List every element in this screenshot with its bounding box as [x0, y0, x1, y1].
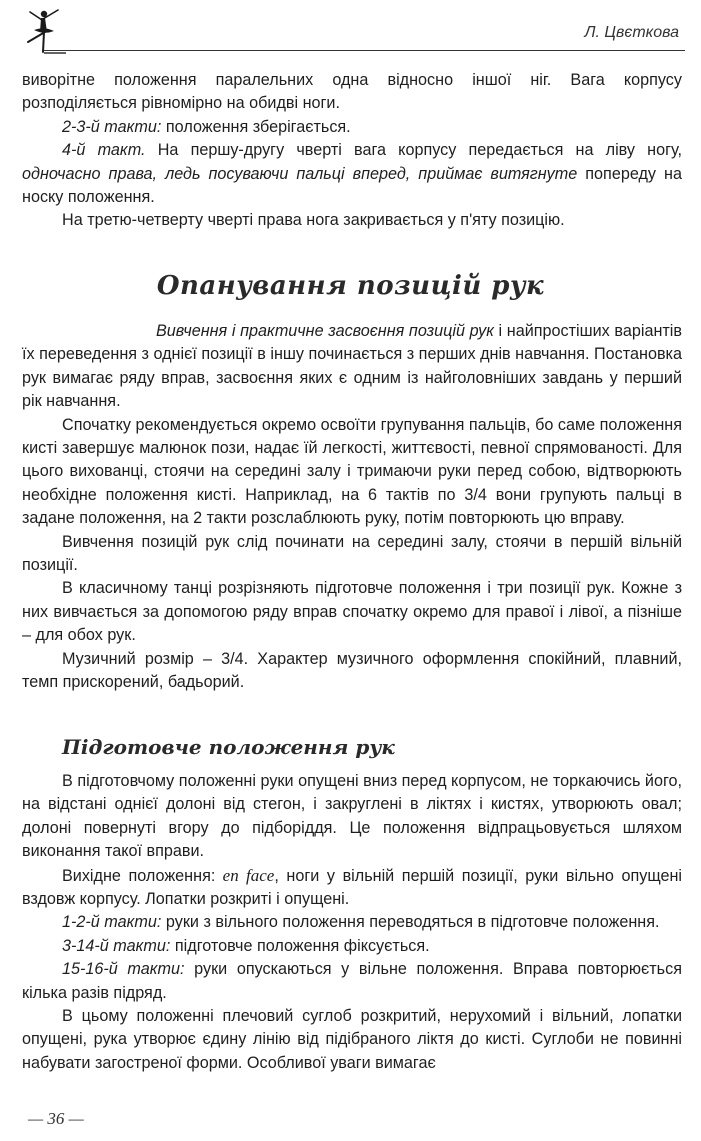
paragraph: В підготовчому положенні руки опущені вниз перед корпусом, не торкаючись його, на відстані однієї долоні від стегон, і закруглені в ліктях і кистях, утворюють овал; долоні повернуті вгору до підборіддя. Це положення відпрацьовується шляхом виконання такої вправи.	[22, 772, 682, 861]
paragraph-text: На першу-другу чверті вага корпусу передається на ліву ногу,	[145, 141, 683, 160]
foreign-term: en face	[215, 865, 275, 885]
paragraph	[22, 864, 682, 912]
paragraph-text: Вихідне положення:	[62, 866, 216, 885]
header-rule	[44, 50, 685, 51]
bar-label: 1-2-й такти:	[62, 913, 162, 932]
paragraph-text: і найпростіших варіантів їх переведення з однієї позиції в іншу починається з перших днів навчання. Постановка рук вимагає ряду вправ, засвоєння яких є одним із найголовніших завдань у перший рік навчання.	[22, 322, 682, 411]
paragraph-text: підготовче положення фіксується.	[170, 936, 430, 955]
section-preparatory-position	[22, 770, 682, 1075]
bar-label: 3-14-й такти:	[62, 936, 171, 955]
section-arm-positions	[22, 320, 682, 695]
running-head-author: Л. Цвєткова	[584, 24, 679, 41]
paragraph: На третю-четверту чверті права нога закривається у п'яту позицію.	[62, 211, 565, 230]
bar-label: 4-й такт.	[62, 141, 146, 160]
paragraph	[22, 911, 682, 934]
italic-text: одночасно права, ледь посуваючи пальці вперед, приймає витягнуте	[22, 164, 578, 183]
paragraph	[22, 139, 682, 209]
page-header	[0, 0, 701, 62]
section-heading: Опанування позицій рук	[156, 271, 545, 301]
ballerina-icon	[14, 6, 66, 54]
paragraph: Спочатку рекомендується окремо освоїти групування пальців, бо саме положення кисті завершує малюнок пози, надає їй легкості, життєвості, певної спрямованості. Для цього вихованці, стоячи на середині залу і тримаючи руки перед собою, відтворюють необхідне положення кисті. Наприклад, на 6 тактів по 3/4 вони групують пальці в задане положення, на 2 такти розслаблюють руку, потім повторюють цю вправу.	[22, 415, 682, 528]
paragraph-text: , ноги у вільній першій позиції, руки вільно опущені вздовж корпусу. Лопатки розкриті і опущені.	[22, 866, 683, 909]
section-continuation	[22, 69, 682, 233]
paragraph: Музичний розмір – 3/4. Характер музичного оформлення спокійний, плавний, темп прискорений, бадьорий.	[22, 649, 682, 692]
paragraph	[22, 116, 682, 139]
paragraph: В цьому положенні плечовий суглоб розкритий, нерухомий і вільний, лопатки опущені, рука утворює єдину лінію від підібраного ліктя до кисті. Суглоби не повинні набувати загостреної форми. Особливої уваги вимагає	[22, 1007, 682, 1072]
bar-label: 2-3-й такти:	[62, 117, 162, 136]
paragraph-text: попереду на носку положення.	[22, 164, 682, 207]
paragraph-text: руки з вільного положення переводяться в підготовче положення.	[161, 913, 660, 932]
paragraph: В класичному танці розрізняють підготовче положення і три позиції рук. Кожне з них вивчається за допомогою ряду вправ спочатку окремо для правої і лівої, а пізніше – для обох рук.	[22, 579, 682, 645]
page-number: — 36 —	[28, 1109, 84, 1128]
bar-label: 15-16-й такти:	[62, 960, 185, 979]
subsection-heading: Підготовче положення рук	[62, 735, 395, 759]
paragraph	[22, 935, 682, 958]
paragraph	[22, 958, 682, 1005]
paragraph: виворітне положення паралельних одна відносно іншої ніг. Вага корпусу розподіляється рівномірно на обидві ноги.	[22, 71, 682, 113]
paragraph-text: руки опускаються у вільне положення. Вправа повторюється кілька разів підряд.	[22, 960, 682, 1002]
paragraph	[22, 320, 682, 414]
paragraph: Вивчення позицій рук слід починати на середині залу, стоячи в першій вільній позиції.	[22, 532, 682, 575]
italic-text: Вивчення і практичне засвоєння позицій рук	[156, 322, 494, 340]
paragraph-text: положення зберігається.	[161, 117, 351, 136]
